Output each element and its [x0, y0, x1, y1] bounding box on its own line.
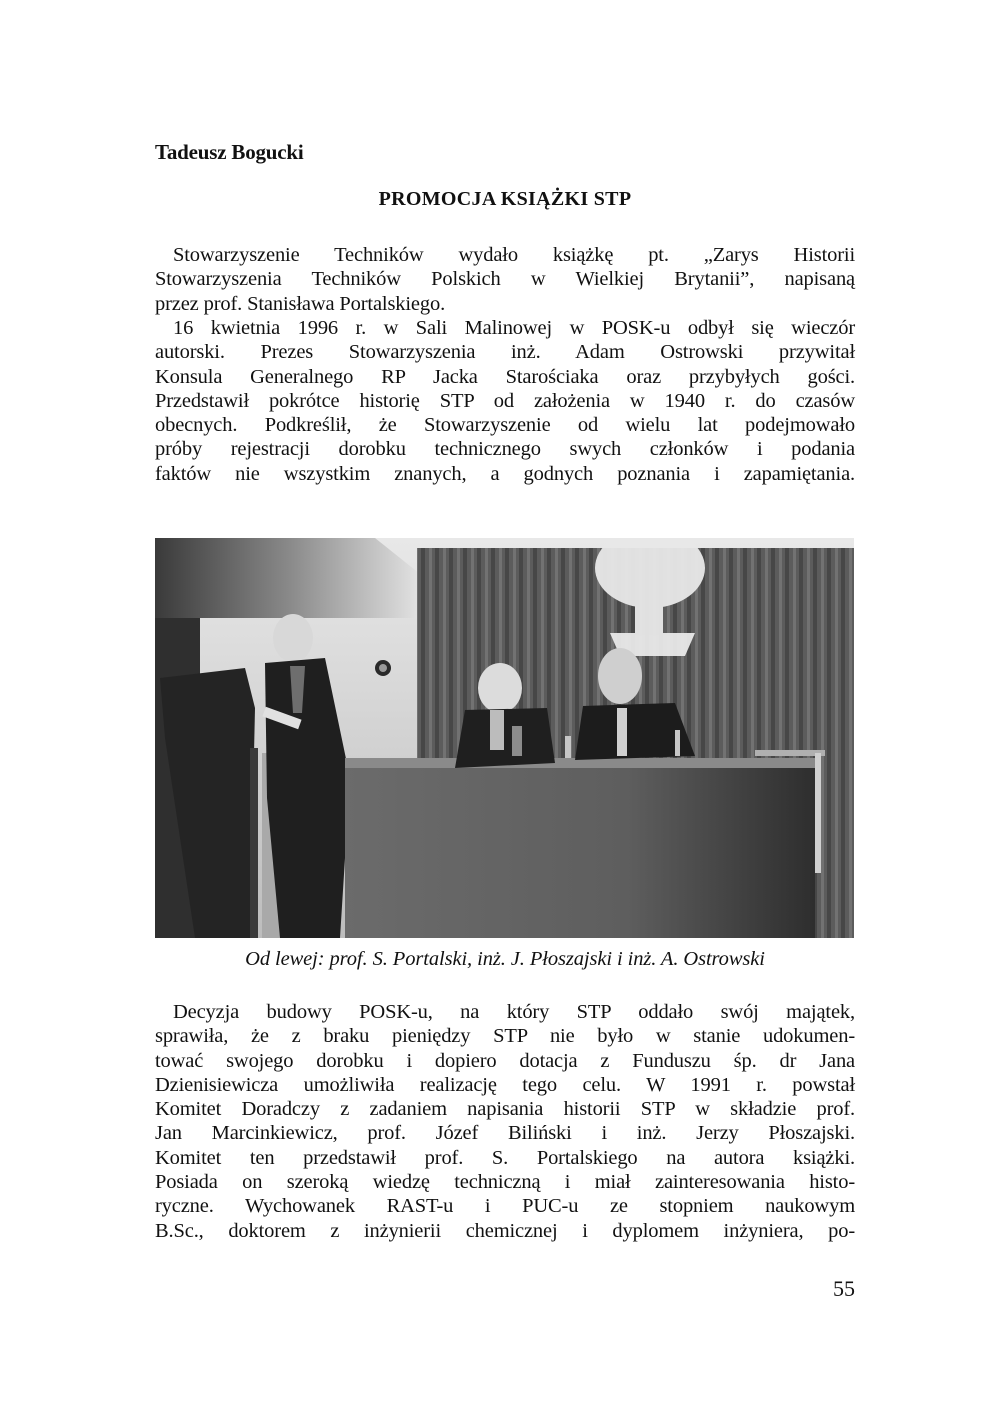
- text-line: Posiada on szeroką wiedzę techniczną i miał zainteresowania histo-: [155, 1171, 855, 1194]
- event-photograph: [155, 538, 854, 938]
- text-line: faktów nie wszystkim znanych, a godnych poznania i zapamiętania.: [155, 462, 855, 485]
- text-line: ryczne. Wychowanek RAST-u i PUC-u ze stopniem naukowym: [155, 1195, 855, 1218]
- text-line: Decyzja budowy POSK-u, na który STP oddało swój majątek,: [173, 1001, 855, 1023]
- paragraph-2: [155, 316, 855, 486]
- paragraph-3: [155, 1000, 855, 1243]
- photo-caption: Od lewej: prof. S. Portalski, inż. J. Płoszajski i inż. A. Ostrowski: [245, 948, 765, 970]
- text-line: tować swojego dorobku i dopiero dotacja z Funduszu śp. dr Jana: [155, 1049, 855, 1072]
- text-line: Przedstawił pokrótce historię STP od założenia w 1940 r. do czasów: [155, 389, 855, 412]
- paragraph-1: [155, 243, 855, 316]
- text-line: przez prof. Stanisława Portalskiego.: [155, 292, 446, 315]
- text-line: autorski. Prezes Stowarzyszenia inż. Adam Ostrowski przywitał: [155, 341, 855, 364]
- text-line: 16 kwietnia 1996 r. w Sali Malinowej w POSK-u odbył się wieczór: [173, 317, 855, 339]
- text-line: Jan Marcinkiewicz, prof. Józef Biliński i inż. Jerzy Płoszajski.: [155, 1122, 855, 1145]
- page-number: 55: [833, 1276, 855, 1301]
- text-line: obecnych. Podkreślił, że Stowarzyszenie od wielu lat podejmowało: [155, 414, 855, 437]
- text-line: Komitet Doradczy z zadaniem napisania historii STP w składzie prof.: [155, 1098, 855, 1121]
- text-line: Komitet ten przedstawił prof. S. Portalskiego na autora książki.: [155, 1146, 855, 1169]
- text-line: sprawiła, że z braku pieniędzy STP nie było w stanie udokumen-: [155, 1025, 855, 1048]
- text-line: B.Sc., doktorem z inżynierii chemicznej i dyplomem inżyniera, po-: [155, 1219, 855, 1242]
- article-title: PROMOCJA KSIĄŻKI STP: [378, 188, 632, 210]
- text-line: Konsula Generalnego RP Jacka Starościaka oraz przybyłych gości.: [155, 365, 855, 388]
- text-line: Stowarzyszenia Techników Polskich w Wielkiej Brytanii”, napisaną: [155, 268, 855, 291]
- text-line: Dzienisiewicza umożliwiła realizację tego celu. W 1991 r. powstał: [155, 1073, 855, 1096]
- text-line: Stowarzyszenie Techników wydało książkę pt. „Zarys Historii: [173, 244, 855, 266]
- text-line: próby rejestracji dorobku technicznego swych członków i podania: [155, 438, 855, 461]
- author-name: Tadeusz Bogucki: [155, 140, 304, 164]
